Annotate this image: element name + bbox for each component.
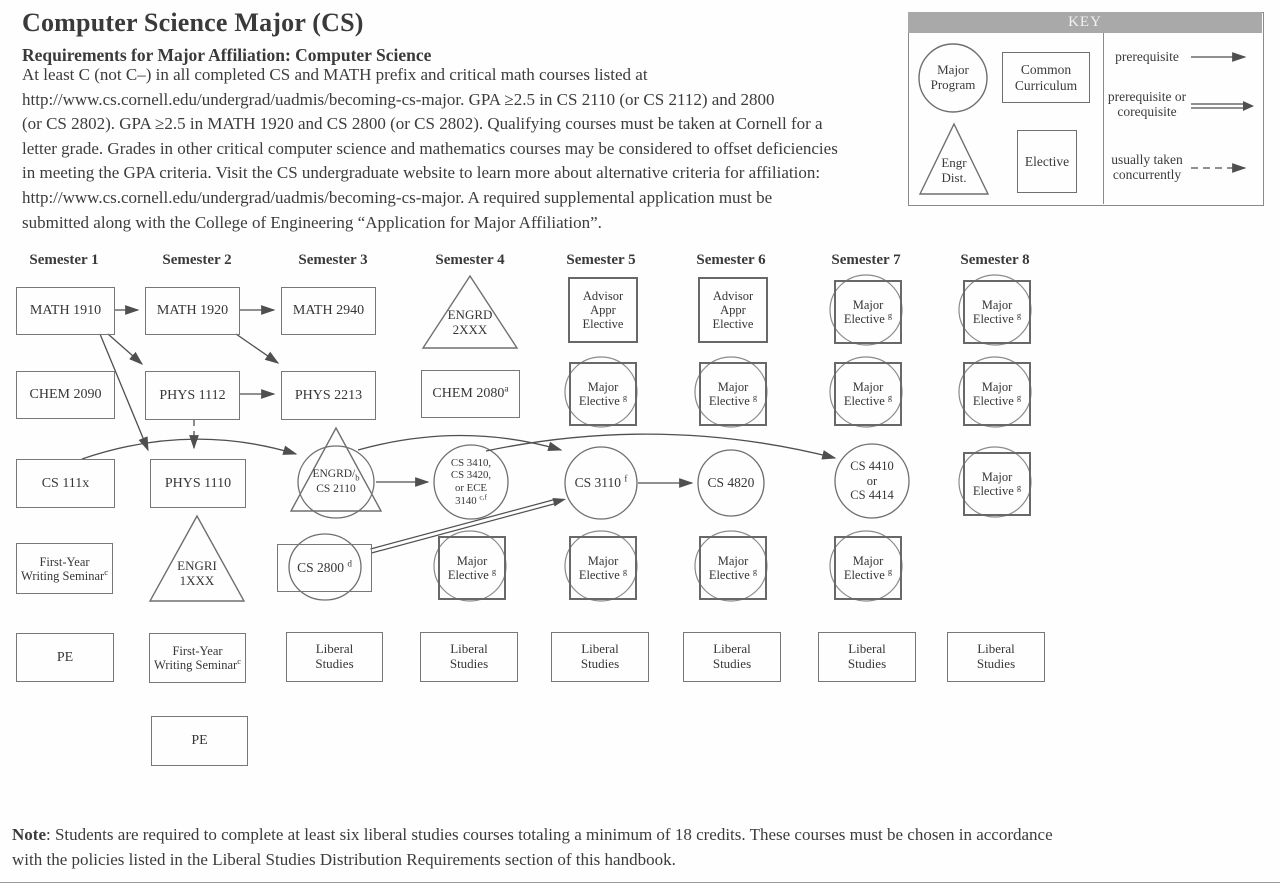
node-math-1920: MATH 1920 [145, 287, 240, 335]
requirements-line: letter grade. Grades in other critical computer science and mathematics courses may be considered to offset deficiencies [22, 138, 838, 158]
key-title: KEY [908, 12, 1262, 33]
semester-4-header: Semester 4 [435, 252, 505, 268]
node-engrd-cs-2110: ENGRD/$_b$ CS 2110 [312, 468, 360, 496]
key-prerequisite-label: prerequisite [1115, 48, 1179, 64]
node-first-year-writing-seminar-s2: First-Year Writing Seminar$^c$ [149, 633, 246, 683]
key-coreq-label: prerequisite or corequisite [1107, 89, 1187, 119]
semester-3-header: Semester 3 [298, 252, 368, 268]
node-cs-111x: CS 111x [16, 459, 115, 508]
key-concurrent-label: usually taken concurrently [1111, 152, 1183, 182]
node-liberal-studies-s4: Liberal Studies [420, 632, 518, 682]
node-major-elective-s7-r2: Major Elective $^g$ [834, 362, 902, 426]
node-phys-1112: PHYS 1112 [145, 371, 240, 420]
node-math-2940: MATH 2940 [281, 287, 376, 335]
node-major-elective-s7-r1: Major Elective $^g$ [834, 280, 902, 344]
key-major-program-label: Major Program [930, 62, 976, 92]
node-advisor-approved-elective-s6: Advisor Appr Elective [698, 277, 768, 343]
node-cs-4820: CS 4820 [707, 475, 755, 491]
footnote-label: Note [12, 825, 46, 844]
node-major-elective-s7-r4: Major Elective $^g$ [834, 536, 902, 600]
node-advisor-approved-elective-s5: Advisor Appr Elective [568, 277, 638, 343]
node-phys-1110: PHYS 1110 [150, 459, 246, 508]
node-pe-s1: PE [16, 633, 114, 682]
node-pe-s2: PE [151, 716, 248, 766]
semester-5-header: Semester 5 [566, 252, 636, 268]
node-major-elective-s8-r2: Major Elective $^g$ [963, 362, 1031, 426]
node-first-year-writing-seminar-s1: First-Year Writing Seminar$^c$ [16, 543, 113, 594]
node-cs-3110: CS 3110 $^f$ [574, 473, 628, 491]
node-engri-1xxx: ENGRI 1XXX [177, 558, 217, 588]
requirements-heading: Requirements for Major Affiliation: Computer Science [22, 45, 432, 65]
semester-7-header: Semester 7 [831, 252, 901, 268]
semester-2-header: Semester 2 [162, 252, 232, 268]
key-engr-dist-label: Engr Dist. [941, 155, 967, 185]
node-liberal-studies-s7: Liberal Studies [818, 632, 916, 682]
arrow-cs3410-cs4410 [486, 434, 835, 458]
requirements-line: submitted along with the College of Engineering “Application for Major Affiliation”. [22, 212, 602, 232]
node-liberal-studies-s8: Liberal Studies [947, 632, 1045, 682]
node-major-elective-s6-r2: Major Elective $^g$ [699, 362, 767, 426]
node-liberal-studies-s6: Liberal Studies [683, 632, 781, 682]
key-divider [1103, 33, 1104, 204]
node-chem-2090: CHEM 2090 [16, 371, 115, 419]
semester-6-header: Semester 6 [696, 252, 766, 268]
page-bottom-rule [0, 882, 1280, 883]
requirements-paragraph [22, 63, 922, 235]
node-math-1910: MATH 1910 [16, 287, 115, 335]
node-major-elective-s5-r2: Major Elective $^g$ [569, 362, 637, 426]
node-liberal-studies-s3: Liberal Studies [286, 632, 383, 682]
footnote [12, 822, 1192, 872]
node-major-elective-s6-r4: Major Elective $^g$ [699, 536, 767, 600]
node-cs-4410-or-4414: CS 4410 or CS 4414 [850, 459, 894, 503]
requirements-line: (or CS 2802). GPA ≥2.5 in MATH 1920 and CS 2800 (or CS 2802). Qualifying courses must be taken at Cornell for a [22, 114, 823, 134]
requirements-line: http://www.cs.cornell.edu/undergrad/uadmis/becoming-cs-major. A required supplemental application must be [22, 187, 773, 207]
node-major-elective-s8-r1: Major Elective $^g$ [963, 280, 1031, 344]
node-chem-2080: CHEM 2080$^a$ [421, 370, 520, 418]
footnote-line-2: with the policies listed in the Liberal Studies Distribution Requirements section of this handbook. [12, 850, 676, 869]
node-engrd-2xxx: ENGRD 2XXX [447, 307, 493, 337]
arrow-cs111x-cs2110 [82, 439, 296, 459]
arrow-math1920-phys2213 [236, 334, 278, 363]
node-major-elective-s4-r4: Major Elective $^g$ [438, 536, 506, 600]
requirements-line: http://www.cs.cornell.edu/undergrad/uadmis/becoming-cs-major. GPA ≥2.5 in CS 2110 (or CS 2112) and 2800 [22, 89, 775, 109]
key-common-curriculum-box: Common Curriculum [1002, 52, 1090, 103]
arrow-math1910-phys1112 [108, 334, 142, 364]
node-liberal-studies-s5: Liberal Studies [551, 632, 649, 682]
semester-8-header: Semester 8 [960, 252, 1030, 268]
node-major-elective-s8-r3: Major Elective $^g$ [963, 452, 1031, 516]
requirements-line: At least C (not C–) in all completed CS and MATH prefix and critical math courses listed at [22, 65, 648, 84]
node-cs-2800: CS 2800 $^d$ [277, 544, 372, 592]
node-phys-2213: PHYS 2213 [281, 371, 376, 420]
node-major-elective-s5-r4: Major Elective $^g$ [569, 536, 637, 600]
footnote-line-1: Note: Students are required to complete at least six liberal studies courses totaling a minimum of 18 credits. These courses must be chosen in accordance [12, 825, 1053, 844]
key-elective-box: Elective [1017, 130, 1077, 193]
requirements-line: in meeting the GPA criteria. Visit the CS undergraduate website to learn more about alternative criteria for affiliation: [22, 163, 821, 183]
page-title: Computer Science Major (CS) [22, 8, 364, 37]
node-cs-3410-3420-ece-3140: CS 3410, CS 3420, or ECE 3140 $^{c,f}$ [450, 456, 492, 507]
semester-1-header: Semester 1 [29, 252, 99, 268]
